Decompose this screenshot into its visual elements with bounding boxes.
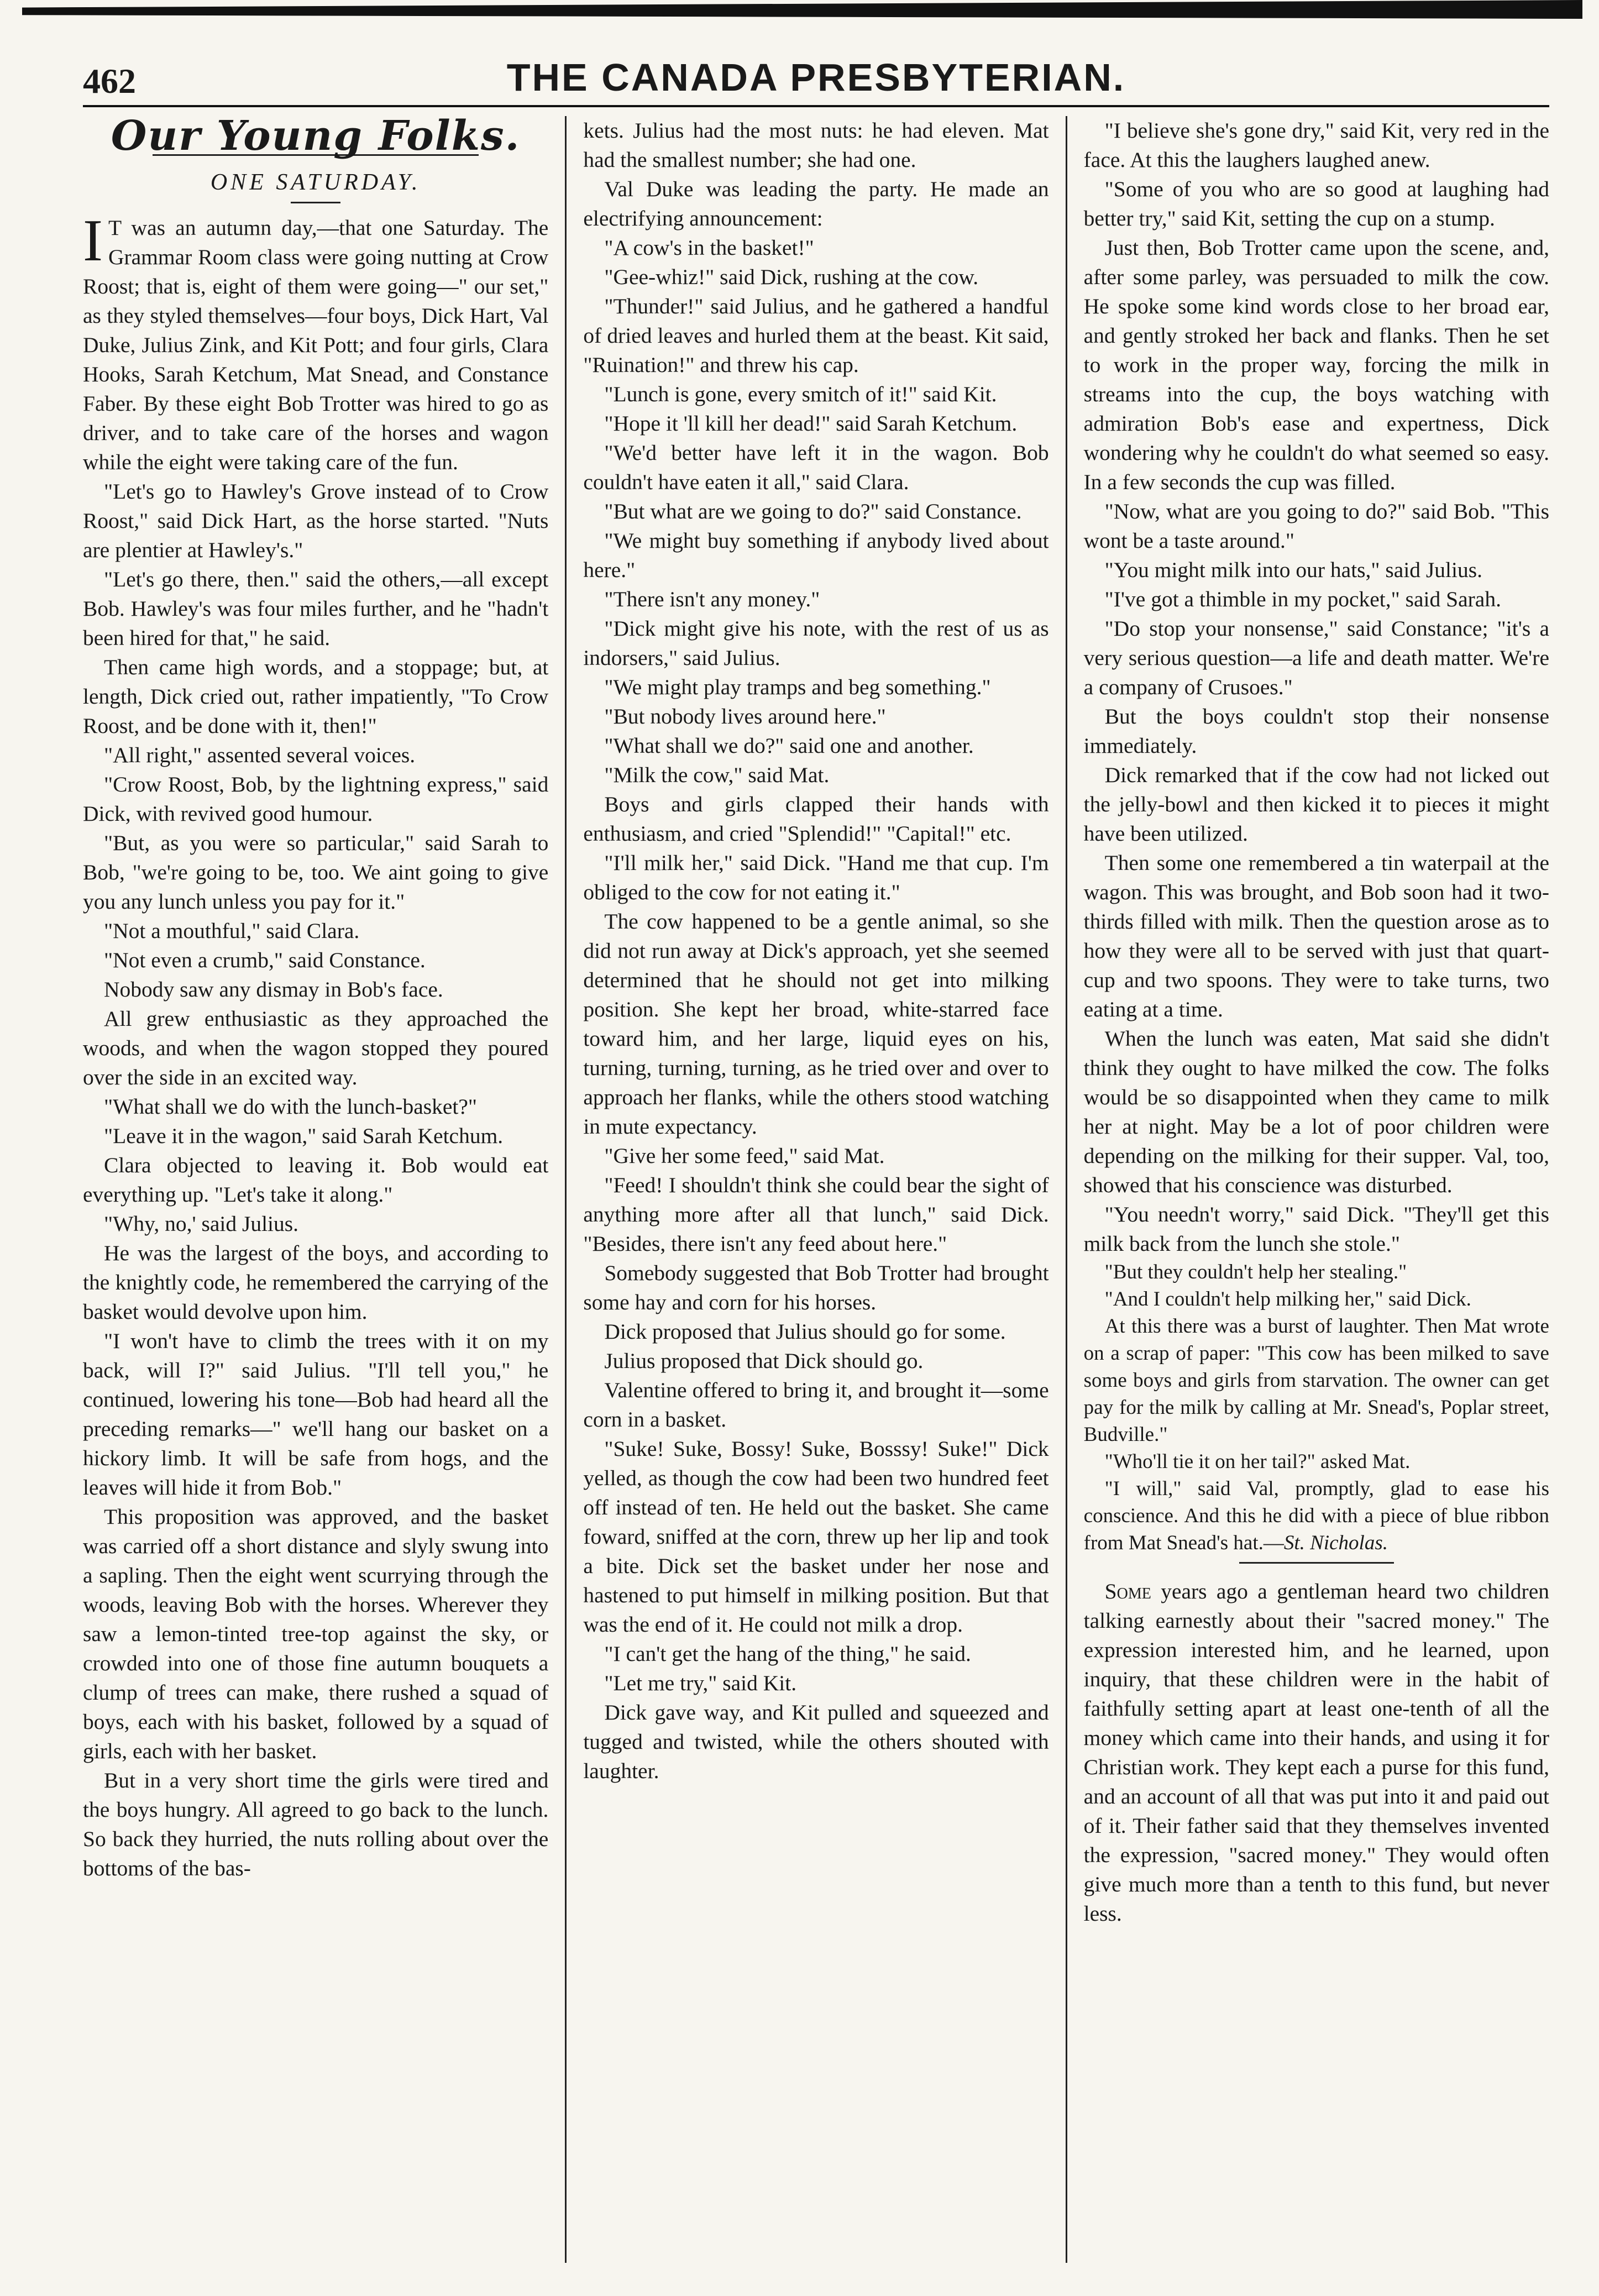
paragraph: At this there was a burst of laughter. Then Mat wrote on a scrap of paper: "This cow has been milked to save some boys and girls from starvation. The owner can get pay for the milk by calling at Mr. Snead's, Poplar street, Budville.": [1083, 1315, 1549, 1446]
title-dash: [291, 202, 340, 203]
paragraph: He was the largest of the boys, and according to the knightly code, he remembered the carrying of the basket would devolve upon him.: [83, 1241, 549, 1324]
paragraph: "I believe she's gone dry," said Kit, very red in the face. At this the laughers laughed anew.: [1083, 118, 1549, 172]
paragraph: kets. Julius had the most nuts: he had eleven. Mat had the smallest number; she had one.: [583, 118, 1049, 172]
header-rule: [83, 105, 1549, 107]
paragraph-text: years ago a gentleman heard two children talking earnestly about their "sacred money." The expression interested him, and he learned, upon inquiry, that these children were in the habit of faithfully setting apart at least one-tenth of all the money which came into their hands, and using it for Christian work. They kept each a purse for this fund, and an account of all that was put into it and paid out of it. Their father said that they themselves invented the expression, "sacred money." They would often give much more than a tenth to this fund, but never less.: [1083, 1579, 1549, 1926]
paragraph-text: "I will," said Val, promptly, glad to ease his conscience. And this he did with a piece of blue ribbon from Mat Snead's hat.—: [1083, 1477, 1549, 1554]
paragraph: Nobody saw any dismay in Bob's face.: [104, 977, 443, 1002]
paragraph: "But what are we going to do?" said Constance.: [604, 499, 1022, 523]
paragraph: "What shall we do with the lunch-basket?": [104, 1094, 478, 1119]
paragraph: "You needn't worry," said Dick. "They'll get this milk back from the lunch she stole.": [1083, 1202, 1549, 1256]
paragraph: Valentine offered to bring it, and brought it—some corn in a basket.: [583, 1378, 1049, 1432]
paragraph: "Not even a crumb," said Constance.: [104, 948, 426, 972]
paragraph: Dick remarked that if the cow had not licked out the jelly-bowl and then kicked it to pieces it might have been utilized.: [1083, 763, 1549, 846]
paragraph: [83, 208, 549, 477]
paragraph: But in a very short time the girls were tired and the boys hungry. All agreed to go back to the lunch. So back they hurried, the nuts rolling about over the bottoms of the bas-: [83, 1768, 549, 1880]
paragraph: "Now, what are you going to do?" said Bob. "This wont be a taste around.": [1083, 499, 1549, 553]
paragraph: "There isn't any money.": [604, 587, 820, 611]
page-number: 462: [83, 61, 136, 101]
paragraph: This proposition was approved, and the basket was carried off a short distance and slyly swung into a sapling. Then the eight went scurrying through the woods, leaving Bob with the horses. Wherever they saw a lemon-tinted tree-top against the sky, or crowded into one of those fine autumn bouquets a clump of trees can make, there rushed a squad of boys, each with his basket, followed by a squad of girls, each with her basket.: [83, 1505, 549, 1763]
paragraph: Then came high words, and a stoppage; but, at length, Dick cried out, rather impatiently, "To Crow Roost, and be done with it, then!": [83, 655, 549, 738]
attribution: St. Nicholas.: [1283, 1532, 1388, 1554]
paragraph: "I won't have to climb the trees with it on my back, will I?" said Julius. "I'll tell you," he continued, lowering his tone—Bob had heard all the preceding remarks—" we'll hang our basket on a hickory limb. It will be safe from hogs, and the leaves will hide it from Bob.": [83, 1329, 549, 1500]
paragraph: "Feed! I shouldn't think she could bear the sight of anything more after all that lunch," said Dick. "Besides, there isn't any feed about here.": [583, 1173, 1049, 1256]
drop-cap: I: [83, 208, 103, 274]
paragraph: But the boys couldn't stop their nonsense immediately.: [1083, 704, 1549, 758]
paragraph: "Who'll tie it on her tail?" asked Mat.: [1104, 1450, 1411, 1473]
paragraph: Julius proposed that Dick should go.: [604, 1349, 924, 1373]
paragraph: "And I couldn't help milking her," said Dick.: [1104, 1288, 1471, 1310]
story-title: ONE SATURDAY.: [210, 170, 421, 195]
paragraph: "We might buy something if anybody lived about here.": [583, 528, 1049, 582]
paragraph: "But, as you were so particular," said Sarah to Bob, "we're going to be, too. We aint going to give you any lunch unless you pay for it.": [83, 831, 549, 914]
article-columns: [83, 116, 1549, 2263]
paragraph: When the lunch was eaten, Mat said she didn't think they ought to have milked the cow. The folks would be so disappointed when they came to milk her at night. May be a lot of poor children were depending on the milking for their supper. Val, too, showed that his conscience was disturbed.: [1083, 1026, 1549, 1197]
paragraph: "I've got a thimble in my pocket," said Sarah.: [1104, 587, 1501, 611]
column-1: [83, 116, 565, 2263]
paragraph: "I can't get the hang of the thing," he said.: [604, 1642, 971, 1666]
paragraph: "We'd better have left it in the wagon. Bob couldn't have eaten it all," said Clara.: [583, 441, 1049, 494]
lead-word: Some: [1104, 1579, 1151, 1603]
paragraph: Then some one remembered a tin waterpail at the wagon. This was brought, and Bob soon had it two-thirds filled with milk. Then the question arose as to how they were all to be served with just that quart-cup and two spoons. They were to take turns, two eating at a time.: [1083, 851, 1549, 1021]
paragraph: "Gee-whiz!" said Dick, rushing at the cow.: [604, 265, 979, 289]
paragraph: "But nobody lives around here.": [604, 704, 886, 728]
paragraph: "Do stop your nonsense," said Constance; "it's a very serious question—a life and death matter. We're a company of Crusoes.": [1083, 616, 1549, 699]
top-border-rule: [22, 0, 1582, 19]
paragraph-text: T was an autumn day,—that one Saturday. The Grammar Room class were going nutting at Crow Roost; that is, eight of them were going—" our set," as they styled themselves—four boys, Dick Hart, Val Duke, Julius Zink, and Kit Pott; and four girls, Clara Hooks, Sarah Ketchum, Mat Snead, and Constance Faber. By these eight Bob Trotter was hired to go as driver, and to take care of the horses and wagon while the eight were taking care of the fun.: [83, 216, 549, 474]
paragraph: "Some of you who are so good at laughing had better try," said Kit, setting the cup on a stump.: [1083, 177, 1549, 230]
paragraph: Dick gave way, and Kit pulled and squeezed and tugged and twisted, while the others shouted with laughter.: [583, 1700, 1049, 1783]
paragraph: "Let's go to Hawley's Grove instead of to Crow Roost," said Dick Hart, as the horse started. "Nuts are plentier at Hawley's.": [83, 479, 549, 562]
paragraph: All grew enthusiastic as they approached the woods, and when the wagon stopped they poured over the side in an excited way.: [83, 1007, 549, 1089]
paragraph: The cow happened to be a gentle animal, so she did not run away at Dick's approach, yet she seemed determined that he should not get into milking position. She kept her broad, white-starred face toward him, and her large, liquid eyes on his, turning, turning, turning, as he tried over and over to approach her flanks, while the others stood watching in mute expectancy.: [583, 909, 1049, 1139]
paragraph: Clara objected to leaving it. Bob would eat everything up. "Let's take it along.": [83, 1153, 549, 1207]
paragraph: Boys and girls clapped their hands with enthusiasm, and cried "Splendid!" "Capital!" etc.: [583, 792, 1049, 846]
paragraph: "I'll milk her," said Dick. "Hand me that cup. I'm obliged to the cow for not eating it.": [583, 851, 1049, 904]
paragraph: "Crow Roost, Bob, by the lightning express," said Dick, with revived good humour.: [83, 772, 549, 826]
paragraph: "Dick might give his note, with the rest of us as indorsers," said Julius.: [583, 616, 1049, 670]
paragraph: "Milk the cow," said Mat.: [604, 763, 830, 787]
section-separator: [1239, 1562, 1394, 1564]
paragraph: "Let me try," said Kit.: [604, 1671, 797, 1695]
paragraph: "Why, no,' said Julius.: [104, 1212, 299, 1236]
small-type-block: [1084, 1259, 1549, 1556]
column-2: [565, 116, 1065, 2263]
newspaper-title: THE CANADA PRESBYTERIAN.: [506, 56, 1126, 99]
paragraph: [1084, 1577, 1549, 1928]
column-3: [1066, 116, 1549, 2263]
paragraph: "You might milk into our hats," said Julius.: [1104, 558, 1482, 582]
paragraph: "Give her some feed," said Mat.: [604, 1144, 885, 1168]
paragraph: Val Duke was leading the party. He made an electrifying announcement:: [583, 177, 1049, 230]
paragraph: "Lunch is gone, every smitch of it!" said Kit.: [604, 382, 997, 406]
paragraph: Dick proposed that Julius should go for some.: [604, 1319, 1006, 1344]
paragraph: Somebody suggested that Bob Trotter had brought some hay and corn for his horses.: [583, 1261, 1049, 1314]
paragraph: "What shall we do?" said one and another.: [604, 733, 974, 758]
paragraph: [1084, 1475, 1549, 1556]
paragraph: "Suke! Suke, Bossy! Suke, Bosssy! Suke!" Dick yelled, as though the cow had been two hundred feet off instead of ten. He held out the basket. She came foward, sniffed at the corn, threw up her lip and took a bite. Dick set the basket under her nose and hastened to put himself in milking position. But that was the end of it. He could not milk a drop.: [583, 1437, 1049, 1637]
paragraph: "Hope it 'll kill her dead!" said Sarah Ketchum.: [604, 411, 1018, 436]
paragraph: "Not a mouthful," said Clara.: [104, 919, 360, 943]
page-header: [83, 55, 1549, 105]
paragraph: "We might play tramps and beg something.": [604, 675, 991, 699]
section-heading: Our Young Folks.: [111, 116, 521, 160]
paragraph: "Thunder!" said Julius, and he gathered a handful of dried leaves and hurled them at the beast. Kit said, "Ruination!" and threw his cap.: [583, 294, 1049, 377]
paragraph: "Leave it in the wagon," said Sarah Ketchum.: [104, 1124, 504, 1148]
paragraph: "All right," assented several voices.: [104, 743, 416, 767]
paragraph: Just then, Bob Trotter came upon the scene, and, after some parley, was persuaded to milk the cow. He spoke some kind words close to her broad ear, and gently stroked her back and flanks. Then he set to work in the proper way, forcing the milk in streams into the cup, the boys watching with admiration Bob's ease and expertness, Dick wondering why he couldn't do what seemed so easy. In a few seconds the cup was filled.: [1083, 235, 1549, 494]
paragraph: "A cow's in the basket!": [604, 235, 814, 260]
paragraph: "Let's go there, then." said the others,—all except Bob. Hawley's was four miles further, and he "hadn't been hired for that," he said.: [83, 567, 549, 650]
paragraph: "But they couldn't help her stealing.": [1104, 1261, 1407, 1283]
